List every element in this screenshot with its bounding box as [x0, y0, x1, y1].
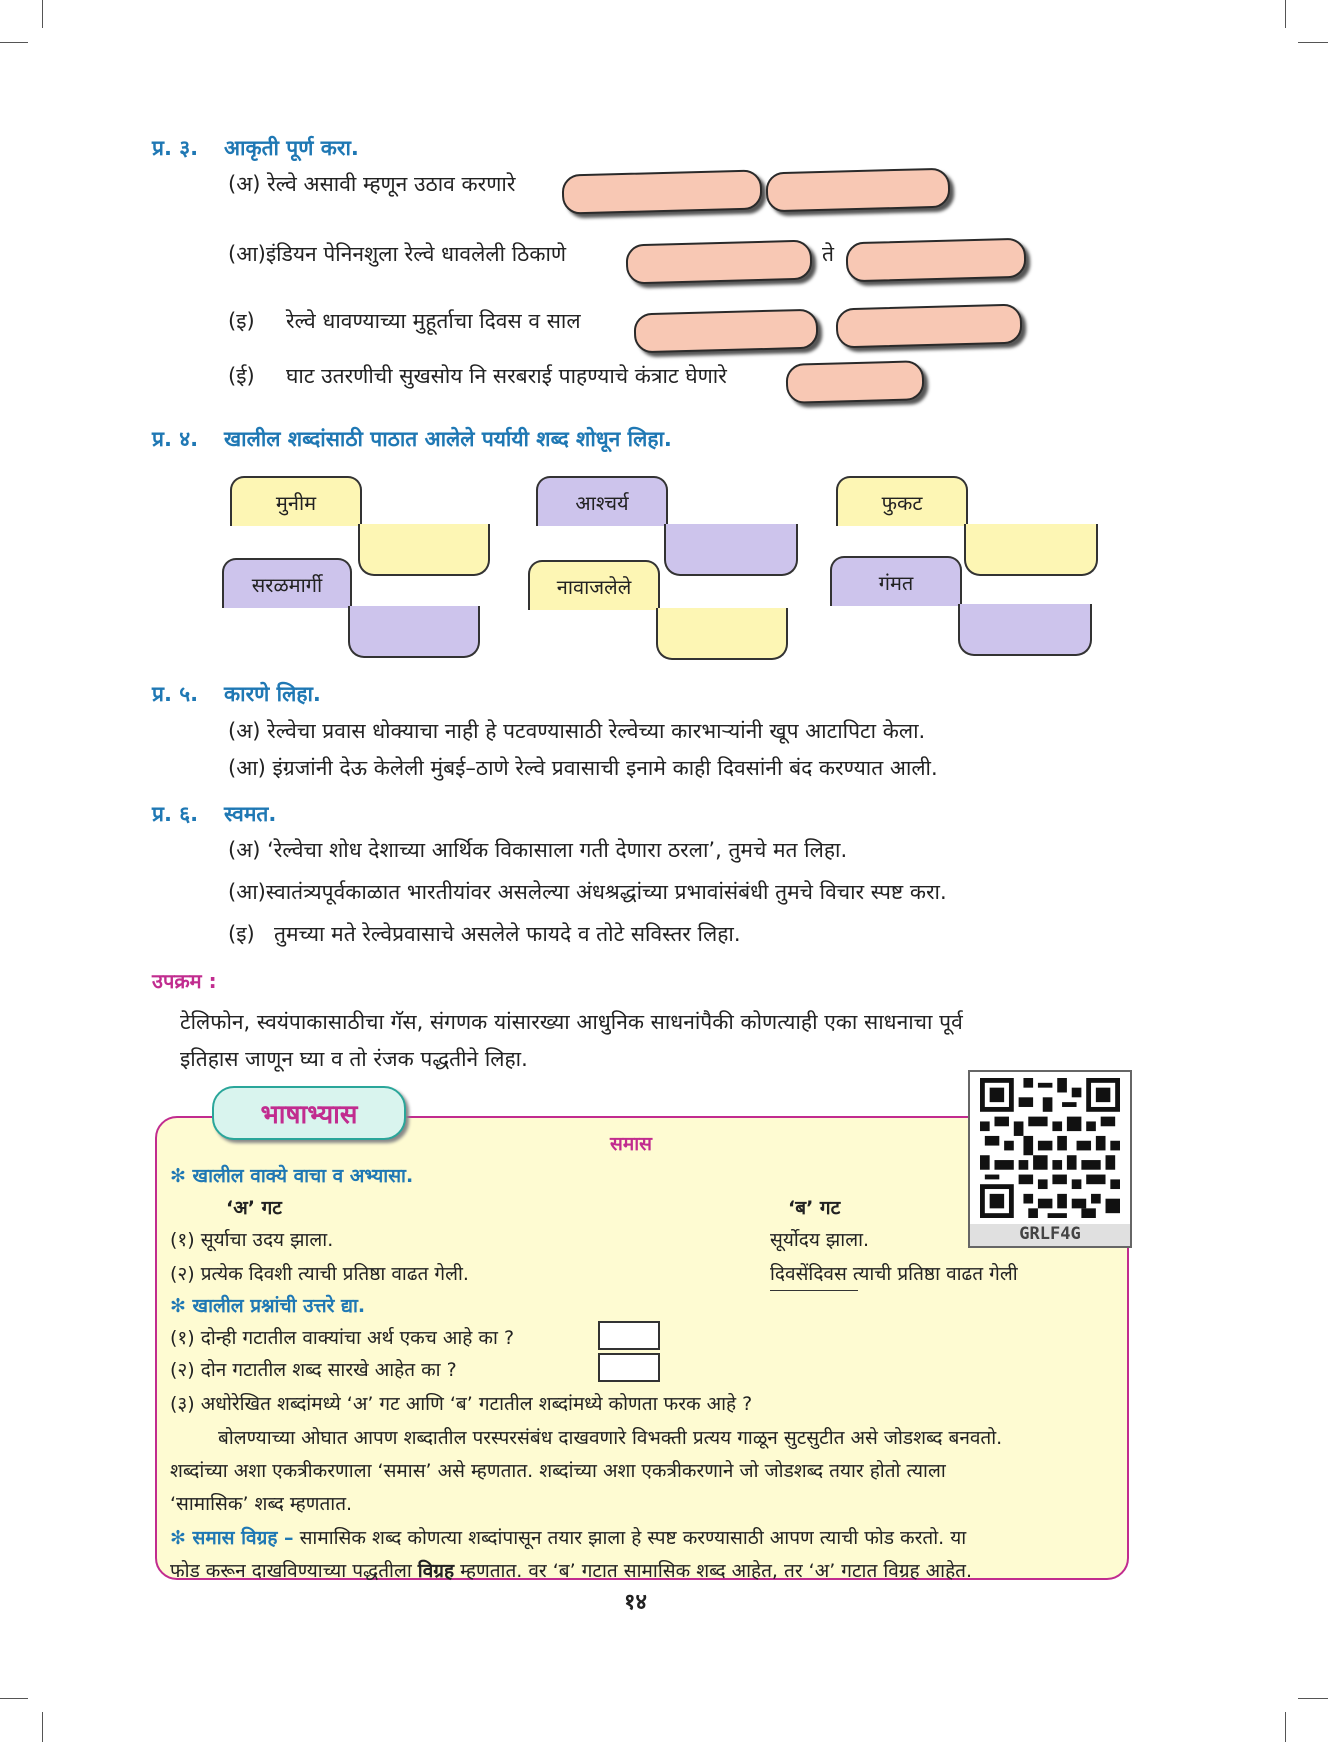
q3-item-ii — [228, 362, 727, 390]
qr-code-icon — [976, 1078, 1124, 1218]
q6-item-a — [228, 836, 847, 864]
item-text: रेल्वेचा प्रवास धोक्याचा नाही हे पटवण्यासाठी रेल्वेच्या कारभाऱ्यांनी खूप आटापिटा केला. — [267, 719, 926, 743]
q6-title: स्वमत. — [224, 802, 277, 826]
item-text: इंग्रजांनी देऊ केलेली मुंबई–ठाणे रेल्वे प्रवासाची इनामे काही दिवसांनी बंद करण्यात आली. — [272, 756, 938, 780]
crop-mark — [1285, 0, 1286, 28]
q5-heading — [152, 680, 321, 708]
item-text: रेल्वे असावी म्हणून उठाव करणारे — [267, 172, 516, 196]
q3-heading — [152, 134, 359, 162]
group-b-sentence-1: सूर्योदय झाला. — [770, 1229, 870, 1251]
qr-code[interactable] — [968, 1070, 1132, 1248]
vigraha-text-1: सामासिक शब्द कोणत्या शब्दांपासून तयार झाला हे स्पष्ट करण्यासाठी आपण त्याची फोड करतो. या — [299, 1527, 967, 1549]
q5-number: प्र. ५. — [152, 682, 199, 706]
q4-number: प्र. ४. — [152, 427, 199, 451]
paragraph-line-3: ‘सामासिक’ शब्द म्हणतात. — [170, 1493, 353, 1515]
item-label: (आ) — [228, 880, 266, 904]
q3-item-a — [228, 170, 515, 198]
item-text: स्वातंत्र्यपूर्वकाळात भारतीयांवर असलेल्या अंधश्रद्धांच्या प्रभावांसंबंधी तुमचे विचार स्पष्ट करा. — [265, 880, 947, 904]
q6-number: प्र. ६. — [152, 802, 199, 826]
group-b-sentence-2: दिवसेंदिवस त्याची प्रतिष्ठा वाढत गेली — [770, 1263, 1018, 1285]
crop-mark — [1285, 1712, 1286, 1742]
answer-box[interactable] — [964, 524, 1098, 576]
answer-box[interactable] — [358, 524, 490, 576]
vigraha-line-2 — [170, 1557, 972, 1583]
q6-item-aa — [228, 878, 947, 906]
q3-item-aa — [228, 240, 566, 268]
grammar-tab — [212, 1086, 406, 1140]
q3-number: प्र. ३. — [152, 136, 199, 160]
question-2: (२) दोन गटातील शब्द सारखे आहेत का ? — [170, 1359, 457, 1381]
item-text: ‘रेल्वेचा शोध देशाच्या आर्थिक विकासाला गती देणारा ठरला’, तुमचे मत लिहा. — [267, 838, 848, 862]
answer-pill[interactable] — [634, 309, 819, 354]
answer-box[interactable] — [348, 606, 480, 658]
word-box: नावाजलेले — [528, 560, 660, 610]
item-label: (अ) — [228, 838, 261, 862]
instruction-read: ✻ खालील वाक्ये वाचा व अभ्यासा. — [170, 1165, 414, 1187]
item-label: (आ) — [228, 242, 266, 266]
vigraha-label: ✻ समास विग्रह – — [170, 1527, 294, 1549]
q3-connector: ते — [822, 242, 834, 266]
item-text: इंडियन पेनिनशुला रेल्वे धावलेली ठिकाणे — [265, 242, 567, 266]
answer-box-1[interactable] — [598, 1321, 660, 1350]
paragraph-line-2: शब्दांच्या अशा एकत्रीकरणाला ‘समास’ असे म्हणतात. शब्दांच्या अशा एकत्रीकरणाने जो जोडशब्द तयार होतो त्याला — [170, 1460, 946, 1482]
question-3: (३) अधोरेखित शब्दांमध्ये ‘अ’ गट आणि ‘ब’ गटातील शब्दांमध्ये कोणता फरक आहे ? — [170, 1393, 753, 1415]
item-label: (इ) — [228, 922, 255, 946]
paragraph-line-1: बोलण्याच्या ओघात आपण शब्दातील परस्परसंबंध दाखवणारे विभक्ती प्रत्यय गाळून सुटसुटीत असे जोडशब्द बनवतो. — [218, 1427, 1003, 1449]
group-a-sentence-1: (१) सूर्याचा उदय झाला. — [170, 1229, 334, 1251]
item-text: रेल्वे धावण्याच्या मुहूर्ताचा दिवस व साल — [286, 309, 581, 333]
q5-item-aa — [228, 754, 938, 782]
underline — [770, 1290, 858, 1291]
q3-item-i — [228, 307, 581, 335]
item-label: (ई) — [228, 364, 255, 388]
q6-heading — [152, 800, 276, 828]
answer-box[interactable] — [958, 604, 1092, 656]
crop-mark — [0, 42, 28, 43]
item-label: (अ) — [228, 719, 261, 743]
word-box: फुकट — [836, 476, 968, 526]
word-box: आश्चर्य — [536, 476, 668, 526]
answer-pill[interactable] — [626, 240, 813, 285]
word-box: सरळमार्गी — [222, 558, 352, 608]
crop-mark — [1298, 42, 1328, 43]
vigraha-line-1 — [170, 1524, 966, 1550]
page-number: १४ — [624, 1590, 647, 1615]
answer-pill[interactable] — [836, 304, 1023, 349]
answer-box-2[interactable] — [598, 1353, 660, 1382]
answer-pill[interactable] — [786, 360, 925, 404]
question-1: (१) दोन्ही गटातील वाक्यांचा अर्थ एकच आहे का ? — [170, 1327, 515, 1349]
vigraha-bold: विग्रह — [417, 1560, 455, 1582]
item-label: (इ) — [228, 309, 255, 333]
vigraha-text-2b: म्हणतात. वर ‘ब’ गटात सामासिक शब्द आहेत, तर ‘अ’ गटात विग्रह आहेत. — [460, 1560, 973, 1582]
instruction-answer: ✻ खालील प्रश्नांची उत्तरे द्या. — [170, 1295, 366, 1317]
q6-item-i — [228, 920, 741, 948]
grammar-tab-label: भाषाभ्यास — [260, 1100, 358, 1130]
answer-pill[interactable] — [562, 169, 763, 214]
grammar-heading: समास — [610, 1133, 652, 1155]
word-box: मुनीम — [230, 476, 362, 526]
answer-box[interactable] — [656, 608, 788, 660]
activity-title: उपक्रम : — [152, 969, 217, 993]
item-label: (अ) — [228, 172, 261, 196]
crop-mark — [42, 1712, 43, 1742]
crop-mark — [42, 0, 43, 28]
item-text: तुमच्या मते रेल्वेप्रवासाचे असलेले फायदे व तोटे सविस्तर लिहा. — [274, 922, 741, 946]
q3-title: आकृती पूर्ण करा. — [224, 136, 359, 160]
item-label: (आ) — [228, 756, 266, 780]
q5-title: कारणे लिहा. — [224, 682, 321, 706]
vigraha-text-2a: फोड करून दाखविण्याच्या पद्धतीला — [170, 1560, 412, 1582]
qr-label: GRLF4G — [970, 1224, 1130, 1246]
activity-line-1: टेलिफोन, स्वयंपाकासाठीचा गॅस, संगणक यांसारख्या आधुनिक साधनांपैकी कोणत्याही एका साधनाचा पूर्व — [180, 1010, 963, 1034]
answer-pill[interactable] — [766, 168, 951, 213]
answer-box[interactable] — [664, 524, 798, 576]
q5-item-a — [228, 717, 925, 745]
q4-title: खालील शब्दांसाठी पाठात आलेले पर्यायी शब्द शोधून लिहा. — [224, 427, 672, 451]
group-b-heading: ‘ब’ गट — [788, 1197, 841, 1219]
crop-mark — [0, 1698, 28, 1699]
crop-mark — [1298, 1698, 1328, 1699]
q4-heading — [152, 425, 672, 453]
word-box: गंमत — [830, 556, 962, 606]
item-text: घाट उतरणीची सुखसोय नि सरबराई पाहण्याचे कंत्राट घेणारे — [286, 364, 727, 388]
group-a-heading: ‘अ’ गट — [226, 1197, 282, 1219]
answer-pill[interactable] — [846, 238, 1027, 283]
activity-line-2: इतिहास जाणून घ्या व तो रंजक पद्धतीने लिहा. — [180, 1047, 528, 1071]
group-a-sentence-2: (२) प्रत्येक दिवशी त्याची प्रतिष्ठा वाढत गेली. — [170, 1263, 469, 1285]
